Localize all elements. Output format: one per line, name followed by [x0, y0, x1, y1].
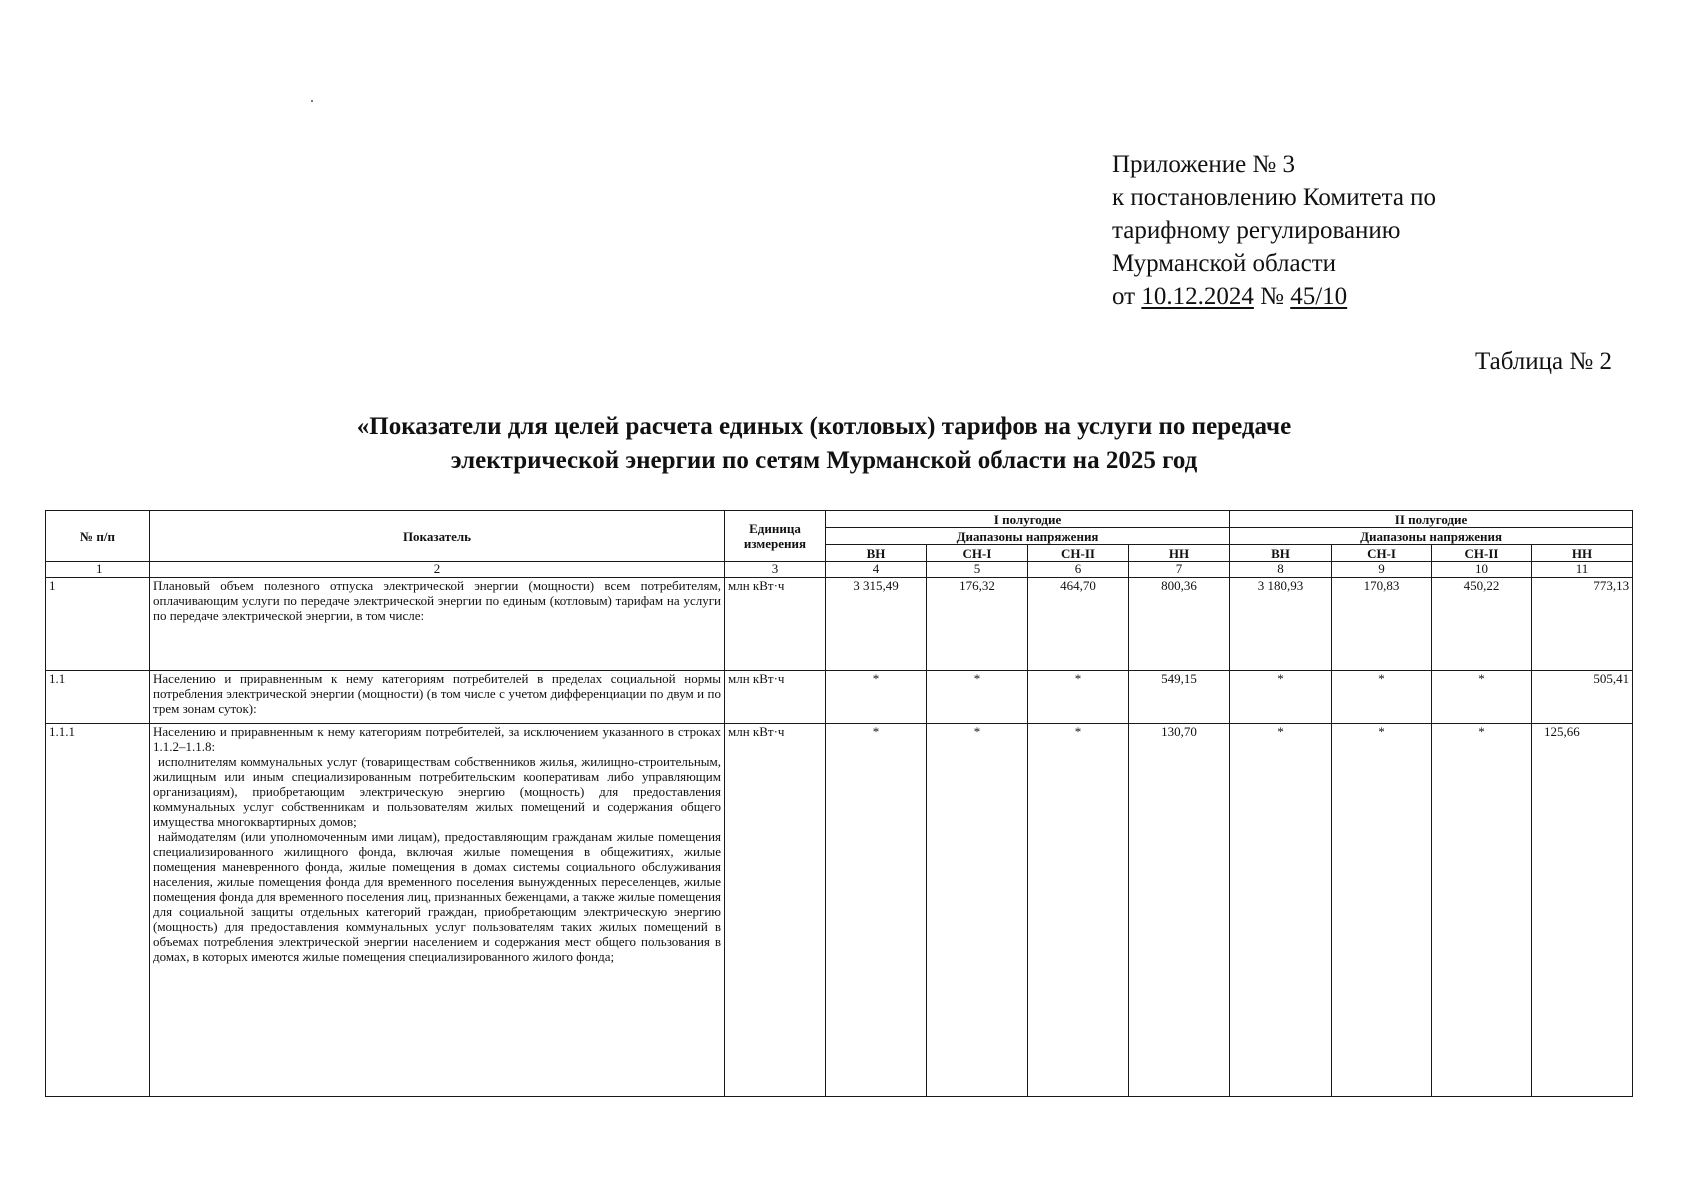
value-cell: 125,66 — [1532, 724, 1633, 1097]
table-row — [46, 578, 1633, 671]
appendix-line: Мурманской области — [1112, 250, 1337, 277]
value-cell: 549,15 — [1129, 671, 1230, 724]
column-number: 4 — [826, 562, 927, 578]
row-number: 1.1.1 — [46, 724, 150, 1097]
row-number: 1.1 — [46, 671, 150, 724]
row-unit: млн кВт·ч — [725, 724, 826, 1097]
value-cell: 170,83 — [1332, 578, 1432, 671]
indicator-text: исполнителям коммунальных услуг (товариществам собственников жилья, жилищно-строительным, жилищным или иным специализированным потребительским кооперативам либо управляющим организациям), приобретающим электрическую энергию (мощность) для предоставления коммунальных услуг собственникам и пользователям жилых помещений и содержания общего имущества многоквартирных домов; — [153, 754, 721, 829]
resolution-number: 45/10 — [1290, 283, 1348, 310]
appendix-line: к постановлению Комитета по — [1112, 184, 1437, 211]
number-prefix: № — [1260, 283, 1284, 310]
row-unit: млн кВт·ч — [725, 578, 826, 671]
value-cell: 176,32 — [927, 578, 1028, 671]
header-voltage-ranges: Диапазоны напряжения — [826, 528, 1230, 545]
value-cell: * — [826, 724, 927, 1097]
row-unit: млн кВт·ч — [725, 671, 826, 724]
row-indicator — [150, 724, 725, 1097]
column-number: 2 — [150, 562, 725, 578]
header-voltage-ranges: Диапазоны напряжения — [1230, 528, 1633, 545]
column-number: 9 — [1332, 562, 1432, 578]
table-row — [46, 724, 1633, 1097]
header-level-sn1: СН-I — [1332, 545, 1432, 562]
appendix-line: тарифному регулированию — [1112, 217, 1401, 244]
row-number: 1 — [46, 578, 150, 671]
header-half2: II полугодие — [1230, 511, 1633, 528]
value-cell: * — [826, 671, 927, 724]
value-cell: 800,36 — [1129, 578, 1230, 671]
row-indicator — [150, 578, 725, 671]
header-indicator: Показатель — [150, 511, 725, 562]
table-number: Таблица № 2 — [1474, 348, 1612, 375]
column-number: 10 — [1432, 562, 1532, 578]
value-cell: 773,13 — [1532, 578, 1633, 671]
header-level-nn: НН — [1129, 545, 1230, 562]
header-level-sn2: СН-II — [1028, 545, 1129, 562]
table-row — [46, 671, 1633, 724]
value-cell: 3 315,49 — [826, 578, 927, 671]
column-number: 8 — [1230, 562, 1332, 578]
header-level-nn: НН — [1532, 545, 1633, 562]
value-cell: 130,70 — [1129, 724, 1230, 1097]
value-cell: * — [1432, 671, 1532, 724]
document-title — [0, 410, 1648, 478]
value-cell: 450,22 — [1432, 578, 1532, 671]
value-cell: * — [1332, 671, 1432, 724]
column-number-row — [46, 562, 1633, 578]
header-num: № п/п — [46, 511, 150, 562]
header-level-sn2: СН-II — [1432, 545, 1532, 562]
indicator-text: Населению и приравненным к нему категориям потребителей в пределах социальной нормы потребления электрической энергии (мощности) (в том числе с учетом дифференциации по двум и по трем зонам суток): — [153, 671, 721, 716]
value-cell: * — [1028, 724, 1129, 1097]
value-cell: * — [1432, 724, 1532, 1097]
header-level-vn: ВН — [1230, 545, 1332, 562]
scan-dot — [311, 100, 313, 102]
appendix-header — [1112, 148, 1436, 313]
appendix-line: Приложение № 3 — [1112, 151, 1296, 178]
column-number: 5 — [927, 562, 1028, 578]
value-cell: * — [927, 671, 1028, 724]
value-cell: * — [927, 724, 1028, 1097]
column-number: 1 — [46, 562, 150, 578]
title-line: «Показатели для целей расчета единых (котловых) тарифов на услуги по передаче — [356, 413, 1292, 440]
column-number: 11 — [1532, 562, 1633, 578]
indicator-text: Плановый объем полезного отпуска электрической энергии (мощности) всем потребителям, оплачивающим услуги по передаче электрической энергии по единым (котловым) тарифам на услуги по передаче электрической энергии, в том числе: — [153, 578, 721, 623]
title-line: электрической энергии по сетям Мурманской области на 2025 год — [450, 447, 1198, 474]
value-cell: 505,41 — [1532, 671, 1633, 724]
value-cell: * — [1028, 671, 1129, 724]
value-cell: * — [1230, 724, 1332, 1097]
header-unit: Единица измерения — [725, 511, 826, 562]
header-half1: I полугодие — [826, 511, 1230, 528]
value-cell: 3 180,93 — [1230, 578, 1332, 671]
value-cell: 464,70 — [1028, 578, 1129, 671]
value-cell: * — [1230, 671, 1332, 724]
date-prefix: от — [1112, 283, 1136, 310]
row-indicator — [150, 671, 725, 724]
column-number: 3 — [725, 562, 826, 578]
value-cell: * — [1332, 724, 1432, 1097]
column-number: 6 — [1028, 562, 1129, 578]
indicator-text: наймодателям (или уполномоченным ими лицам), предоставляющим гражданам жилые помещения специализированного жилищного фонда, включая жилые помещения в общежитиях, жилые помещения маневренного фонда, жилые помещения в домах системы социального обслуживания населения, жилые помещения фонда для временного поселения вынужденных переселенцев, жилые помещения фонда для временного поселения лиц, признанных беженцами, а также жилые помещения для социальной защиты отдельных категорий граждан, приобретающим электрическую энергию (мощность) для предоставления коммунальных услуг пользователям таких жилых помещений в объемах потребления электрической энергии населением и содержания мест общего пользования в домах, в которых имеются жилые помещения специализированного жилого фонда; — [153, 829, 722, 964]
column-number: 7 — [1129, 562, 1230, 578]
indicators-table — [45, 510, 1633, 1097]
header-level-vn: ВН — [826, 545, 927, 562]
appendix-date-line — [1112, 280, 1436, 313]
resolution-date: 10.12.2024 — [1141, 283, 1254, 310]
indicator-text: Населению и приравненным к нему категориям потребителей, за исключением указанного в строках 1.1.2–1.1.8: — [153, 724, 721, 754]
header-level-sn1: СН-I — [927, 545, 1028, 562]
